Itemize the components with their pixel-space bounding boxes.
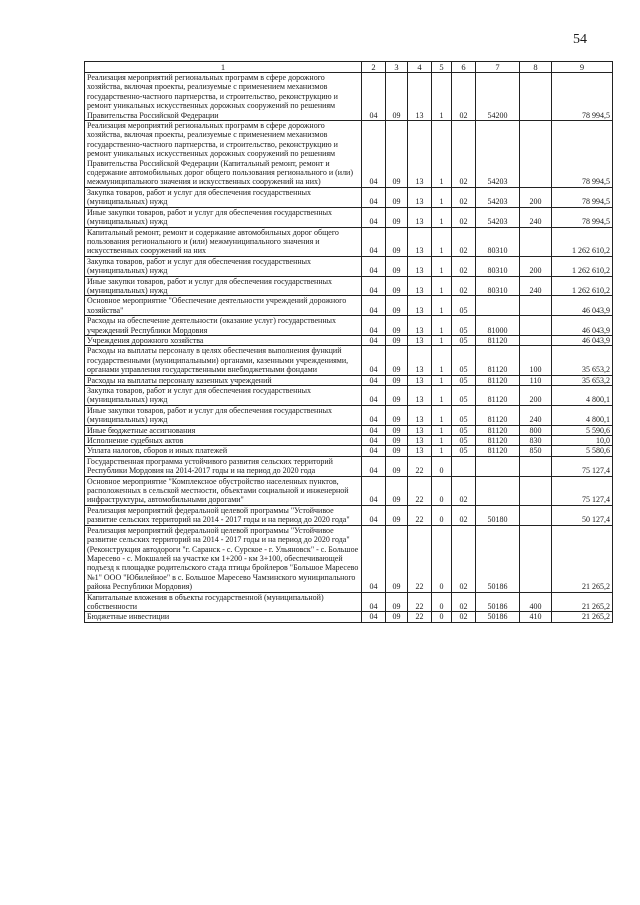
amount-cell: 21 265,2	[552, 592, 613, 612]
section-code-cell: 04	[362, 375, 386, 385]
budget-table	[84, 61, 613, 623]
subprogram-code-cell: 1	[432, 121, 452, 188]
row-name-cell: Капитальные вложения в объекты государственной (муниципальной) собственности	[85, 592, 362, 612]
subprogram-code-cell: 1	[432, 335, 452, 345]
subsection-code-cell: 09	[386, 256, 408, 276]
measure-code-cell: 02	[452, 525, 476, 592]
amount-cell: 1 262 610,2	[552, 276, 613, 296]
measure-code-cell: 02	[452, 276, 476, 296]
direction-code-cell	[476, 456, 520, 476]
row-name-cell: Расходы на выплаты персоналу казенных учреждений	[85, 375, 362, 385]
measure-code-cell: 05	[452, 425, 476, 435]
program-code-cell: 22	[408, 456, 432, 476]
subsection-code-cell: 09	[386, 207, 408, 227]
subprogram-code-cell: 1	[432, 386, 452, 406]
program-code-cell: 22	[408, 612, 432, 622]
subprogram-code-cell: 0	[432, 505, 452, 525]
table-row	[85, 505, 613, 525]
subprogram-code-cell: 0	[432, 525, 452, 592]
subprogram-code-cell: 1	[432, 425, 452, 435]
expense-type-code-cell: 830	[520, 436, 552, 446]
row-name-cell: Исполнение судебных актов	[85, 436, 362, 446]
direction-code-cell: 54203	[476, 187, 520, 207]
amount-cell: 46 043,9	[552, 335, 613, 345]
expense-type-code-cell: 850	[520, 446, 552, 456]
direction-code-cell: 50186	[476, 612, 520, 622]
program-code-cell: 22	[408, 525, 432, 592]
program-code-cell: 13	[408, 405, 432, 425]
expense-type-code-cell: 200	[520, 187, 552, 207]
amount-cell: 35 653,2	[552, 346, 613, 375]
subprogram-code-cell: 0	[432, 612, 452, 622]
program-code-cell: 13	[408, 73, 432, 121]
row-name-cell: Основное мероприятие "Обеспечение деятельности учреждений дорожного хозяйства"	[85, 296, 362, 316]
page-number: 54	[573, 32, 587, 47]
header-cell: 1	[85, 62, 362, 73]
subsection-code-cell: 09	[386, 446, 408, 456]
measure-code-cell: 05	[452, 386, 476, 406]
subsection-code-cell: 09	[386, 121, 408, 188]
subsection-code-cell: 09	[386, 227, 408, 256]
measure-code-cell: 05	[452, 436, 476, 446]
table-row	[85, 612, 613, 622]
table-row	[85, 187, 613, 207]
subsection-code-cell: 09	[386, 405, 408, 425]
expense-type-code-cell: 800	[520, 425, 552, 435]
table-row	[85, 121, 613, 188]
amount-cell: 78 994,5	[552, 121, 613, 188]
program-code-cell: 13	[408, 316, 432, 336]
table-row	[85, 446, 613, 456]
table-row	[85, 346, 613, 375]
section-code-cell: 04	[362, 316, 386, 336]
direction-code-cell: 81120	[476, 425, 520, 435]
amount-cell: 75 127,4	[552, 456, 613, 476]
expense-type-code-cell: 240	[520, 207, 552, 227]
subsection-code-cell: 09	[386, 525, 408, 592]
program-code-cell: 13	[408, 296, 432, 316]
section-code-cell: 04	[362, 346, 386, 375]
measure-code-cell: 05	[452, 405, 476, 425]
program-code-cell: 13	[408, 346, 432, 375]
section-code-cell: 04	[362, 456, 386, 476]
section-code-cell: 04	[362, 121, 386, 188]
row-name-cell: Закупка товаров, работ и услуг для обеспечения государственных (муниципальных) нужд	[85, 256, 362, 276]
subprogram-code-cell: 1	[432, 187, 452, 207]
amount-cell: 1 262 610,2	[552, 256, 613, 276]
measure-code-cell: 05	[452, 335, 476, 345]
section-code-cell: 04	[362, 187, 386, 207]
section-code-cell: 04	[362, 612, 386, 622]
subsection-code-cell: 09	[386, 436, 408, 446]
subsection-code-cell: 09	[386, 386, 408, 406]
row-name-cell: Реализация мероприятий региональных программ в сфере дорожного хозяйства, включая проекты, реализуемые с применением механизмов государственно-частного партнерства, и строительство, реконструкцию и ремонт уникальных искусственных дорожных сооружений по решениям Правительства Российской Федерации	[85, 73, 362, 121]
subprogram-code-cell: 1	[432, 436, 452, 446]
expense-type-code-cell	[520, 505, 552, 525]
program-code-cell: 13	[408, 207, 432, 227]
table-row	[85, 73, 613, 121]
program-code-cell: 22	[408, 592, 432, 612]
section-code-cell: 04	[362, 592, 386, 612]
row-name-cell: Закупка товаров, работ и услуг для обеспечения государственных (муниципальных) нужд	[85, 187, 362, 207]
expense-type-code-cell: 240	[520, 276, 552, 296]
table-row	[85, 256, 613, 276]
header-cell: 4	[408, 62, 432, 73]
program-code-cell: 13	[408, 386, 432, 406]
direction-code-cell: 81120	[476, 375, 520, 385]
subprogram-code-cell: 1	[432, 375, 452, 385]
row-name-cell: Реализация мероприятий региональных программ в сфере дорожного хозяйства, включая проекты, реализуемые с применением механизмов государственно-частного партнерства, и строительство, реконструкцию и ремонт уникальных искусственных дорожных сооружений по решениям Правительства Российской Федерации (Капитальный ремонт, ремонт и содержание автомобильных дорог общего пользования регионального и (или) межмуниципального значения и искусственных сооружений на них)	[85, 121, 362, 188]
program-code-cell: 22	[408, 505, 432, 525]
expense-type-code-cell: 200	[520, 256, 552, 276]
measure-code-cell: 02	[452, 256, 476, 276]
expense-type-code-cell: 110	[520, 375, 552, 385]
direction-code-cell: 81000	[476, 316, 520, 336]
subprogram-code-cell: 1	[432, 207, 452, 227]
row-name-cell: Государственная программа устойчивого развития сельских территорий Республики Мордовия на 2014-2017 годы и на период до 2020 года	[85, 456, 362, 476]
amount-cell: 21 265,2	[552, 525, 613, 592]
subsection-code-cell: 09	[386, 505, 408, 525]
direction-code-cell	[476, 296, 520, 316]
expense-type-code-cell	[520, 296, 552, 316]
header-cell: 5	[432, 62, 452, 73]
table-row	[85, 592, 613, 612]
section-code-cell: 04	[362, 476, 386, 505]
direction-code-cell: 54203	[476, 121, 520, 188]
amount-cell: 5 580,6	[552, 446, 613, 456]
program-code-cell: 22	[408, 476, 432, 505]
header-cell: 8	[520, 62, 552, 73]
expense-type-code-cell: 240	[520, 405, 552, 425]
section-code-cell: 04	[362, 73, 386, 121]
direction-code-cell: 81120	[476, 436, 520, 446]
row-name-cell: Учреждения дорожного хозяйства	[85, 335, 362, 345]
subsection-code-cell: 09	[386, 187, 408, 207]
amount-cell: 1 262 610,2	[552, 227, 613, 256]
table-row	[85, 525, 613, 592]
measure-code-cell: 05	[452, 316, 476, 336]
section-code-cell: 04	[362, 335, 386, 345]
subprogram-code-cell: 1	[432, 405, 452, 425]
row-name-cell: Иные закупки товаров, работ и услуг для обеспечения государственных (муниципальных) нужд	[85, 276, 362, 296]
row-name-cell: Иные закупки товаров, работ и услуг для обеспечения государственных (муниципальных) нужд	[85, 207, 362, 227]
program-code-cell: 13	[408, 256, 432, 276]
direction-code-cell: 80310	[476, 227, 520, 256]
subsection-code-cell: 09	[386, 73, 408, 121]
expense-type-code-cell: 410	[520, 612, 552, 622]
section-code-cell: 04	[362, 256, 386, 276]
header-cell: 7	[476, 62, 520, 73]
amount-cell: 4 800,1	[552, 405, 613, 425]
program-code-cell: 13	[408, 446, 432, 456]
section-code-cell: 04	[362, 405, 386, 425]
direction-code-cell: 81120	[476, 446, 520, 456]
subsection-code-cell: 09	[386, 296, 408, 316]
direction-code-cell: 81120	[476, 386, 520, 406]
direction-code-cell: 50186	[476, 525, 520, 592]
measure-code-cell: 02	[452, 121, 476, 188]
expense-type-code-cell	[520, 121, 552, 188]
amount-cell: 78 994,5	[552, 73, 613, 121]
subprogram-code-cell: 0	[432, 456, 452, 476]
measure-code-cell: 05	[452, 296, 476, 316]
subprogram-code-cell: 1	[432, 316, 452, 336]
table-row	[85, 335, 613, 345]
expense-type-code-cell	[520, 335, 552, 345]
amount-cell: 4 800,1	[552, 386, 613, 406]
row-name-cell: Закупка товаров, работ и услуг для обеспечения государственных (муниципальных) нужд	[85, 386, 362, 406]
section-code-cell: 04	[362, 386, 386, 406]
section-code-cell: 04	[362, 505, 386, 525]
table-row	[85, 316, 613, 336]
measure-code-cell: 02	[452, 187, 476, 207]
subsection-code-cell: 09	[386, 276, 408, 296]
measure-code-cell	[452, 456, 476, 476]
table-header-row	[85, 62, 613, 73]
subsection-code-cell: 09	[386, 425, 408, 435]
expense-type-code-cell: 400	[520, 592, 552, 612]
row-name-cell: Иные бюджетные ассигнования	[85, 425, 362, 435]
program-code-cell: 13	[408, 121, 432, 188]
subsection-code-cell: 09	[386, 592, 408, 612]
measure-code-cell: 05	[452, 446, 476, 456]
row-name-cell: Бюджетные инвестиции	[85, 612, 362, 622]
subprogram-code-cell: 1	[432, 276, 452, 296]
amount-cell: 35 653,2	[552, 375, 613, 385]
row-name-cell: Капитальный ремонт, ремонт и содержание автомобильных дорог общего пользования регионального и (или) межмуниципального значения и искусственных сооружений на них	[85, 227, 362, 256]
section-code-cell: 04	[362, 436, 386, 446]
expense-type-code-cell	[520, 476, 552, 505]
section-code-cell: 04	[362, 276, 386, 296]
subsection-code-cell: 09	[386, 612, 408, 622]
section-code-cell: 04	[362, 525, 386, 592]
section-code-cell: 04	[362, 446, 386, 456]
program-code-cell: 13	[408, 425, 432, 435]
measure-code-cell: 02	[452, 207, 476, 227]
row-name-cell: Расходы на выплаты персоналу в целях обеспечения выполнения функций государственными (муниципальными) органами, казенными учреждениями, органами управления государственными внебюджетными фондами	[85, 346, 362, 375]
amount-cell: 78 994,5	[552, 187, 613, 207]
direction-code-cell: 80310	[476, 276, 520, 296]
row-name-cell: Реализация мероприятий федеральной целевой программы "Устойчивое развитие сельских территорий на 2014 - 2017 годы и на период до 2020 года"	[85, 505, 362, 525]
table-row	[85, 227, 613, 256]
table-row	[85, 476, 613, 505]
amount-cell: 78 994,5	[552, 207, 613, 227]
direction-code-cell: 50180	[476, 505, 520, 525]
table-row	[85, 456, 613, 476]
amount-cell: 46 043,9	[552, 296, 613, 316]
amount-cell: 75 127,4	[552, 476, 613, 505]
amount-cell: 5 590,6	[552, 425, 613, 435]
subsection-code-cell: 09	[386, 346, 408, 375]
table-row	[85, 207, 613, 227]
expense-type-code-cell: 200	[520, 386, 552, 406]
subprogram-code-cell: 1	[432, 296, 452, 316]
row-name-cell: Расходы на обеспечение деятельности (оказание услуг) государственных учреждений Республики Мордовия	[85, 316, 362, 336]
measure-code-cell: 02	[452, 73, 476, 121]
program-code-cell: 13	[408, 375, 432, 385]
table-row	[85, 436, 613, 446]
direction-code-cell: 81120	[476, 405, 520, 425]
direction-code-cell: 80310	[476, 256, 520, 276]
table-row	[85, 276, 613, 296]
program-code-cell: 13	[408, 187, 432, 207]
subprogram-code-cell: 1	[432, 446, 452, 456]
amount-cell: 21 265,2	[552, 612, 613, 622]
measure-code-cell: 02	[452, 227, 476, 256]
header-cell: 2	[362, 62, 386, 73]
row-name-cell: Основное мероприятие "Комплексное обустройство населенных пунктов, расположенных в сельской местности, объектами социальной и инженерной инфраструктуры, автомобильными дорогами"	[85, 476, 362, 505]
measure-code-cell: 02	[452, 476, 476, 505]
subprogram-code-cell: 1	[432, 73, 452, 121]
program-code-cell: 13	[408, 276, 432, 296]
header-cell: 9	[552, 62, 613, 73]
table-row	[85, 405, 613, 425]
subprogram-code-cell: 1	[432, 227, 452, 256]
table-row	[85, 296, 613, 316]
program-code-cell: 13	[408, 436, 432, 446]
header-cell: 3	[386, 62, 408, 73]
expense-type-code-cell	[520, 525, 552, 592]
row-name-cell: Уплата налогов, сборов и иных платежей	[85, 446, 362, 456]
measure-code-cell: 05	[452, 375, 476, 385]
subprogram-code-cell: 1	[432, 256, 452, 276]
direction-code-cell: 54203	[476, 207, 520, 227]
amount-cell: 46 043,9	[552, 316, 613, 336]
subsection-code-cell: 09	[386, 456, 408, 476]
direction-code-cell: 81120	[476, 346, 520, 375]
section-code-cell: 04	[362, 207, 386, 227]
measure-code-cell: 02	[452, 592, 476, 612]
program-code-cell: 13	[408, 335, 432, 345]
row-name-cell: Реализация мероприятий федеральной целевой программы "Устойчивое развитие сельских территорий на 2014 - 2017 годы и на период до 2020 года" (Реконструкция автодороги "г. Саранск - с. Сурское - г. Ульяновск" - с. Большое Маресево - с. Мокшалей на участке км 1+200 - км 3+100, обеспечивающей подъезд к площадке родительского стада птицы бройлеров "Большое Маресево №1" ООО "Юбилейное" в с. Большое Маресево Чамзинского муниципального района Республики Мордовия)	[85, 525, 362, 592]
subsection-code-cell: 09	[386, 476, 408, 505]
amount-cell: 10,0	[552, 436, 613, 446]
subprogram-code-cell: 1	[432, 346, 452, 375]
subprogram-code-cell: 0	[432, 476, 452, 505]
table-row	[85, 386, 613, 406]
expense-type-code-cell	[520, 227, 552, 256]
amount-cell: 50 127,4	[552, 505, 613, 525]
row-name-cell: Иные закупки товаров, работ и услуг для обеспечения государственных (муниципальных) нужд	[85, 405, 362, 425]
subsection-code-cell: 09	[386, 375, 408, 385]
section-code-cell: 04	[362, 425, 386, 435]
measure-code-cell: 05	[452, 346, 476, 375]
direction-code-cell: 81120	[476, 335, 520, 345]
table-row	[85, 375, 613, 385]
program-code-cell: 13	[408, 227, 432, 256]
measure-code-cell: 02	[452, 505, 476, 525]
direction-code-cell	[476, 476, 520, 505]
table-row	[85, 425, 613, 435]
expense-type-code-cell	[520, 456, 552, 476]
measure-code-cell: 02	[452, 612, 476, 622]
expense-type-code-cell	[520, 316, 552, 336]
subsection-code-cell: 09	[386, 335, 408, 345]
expense-type-code-cell	[520, 73, 552, 121]
subprogram-code-cell: 0	[432, 592, 452, 612]
section-code-cell: 04	[362, 296, 386, 316]
direction-code-cell: 54200	[476, 73, 520, 121]
section-code-cell: 04	[362, 227, 386, 256]
expense-type-code-cell: 100	[520, 346, 552, 375]
direction-code-cell: 50186	[476, 592, 520, 612]
subsection-code-cell: 09	[386, 316, 408, 336]
header-cell: 6	[452, 62, 476, 73]
